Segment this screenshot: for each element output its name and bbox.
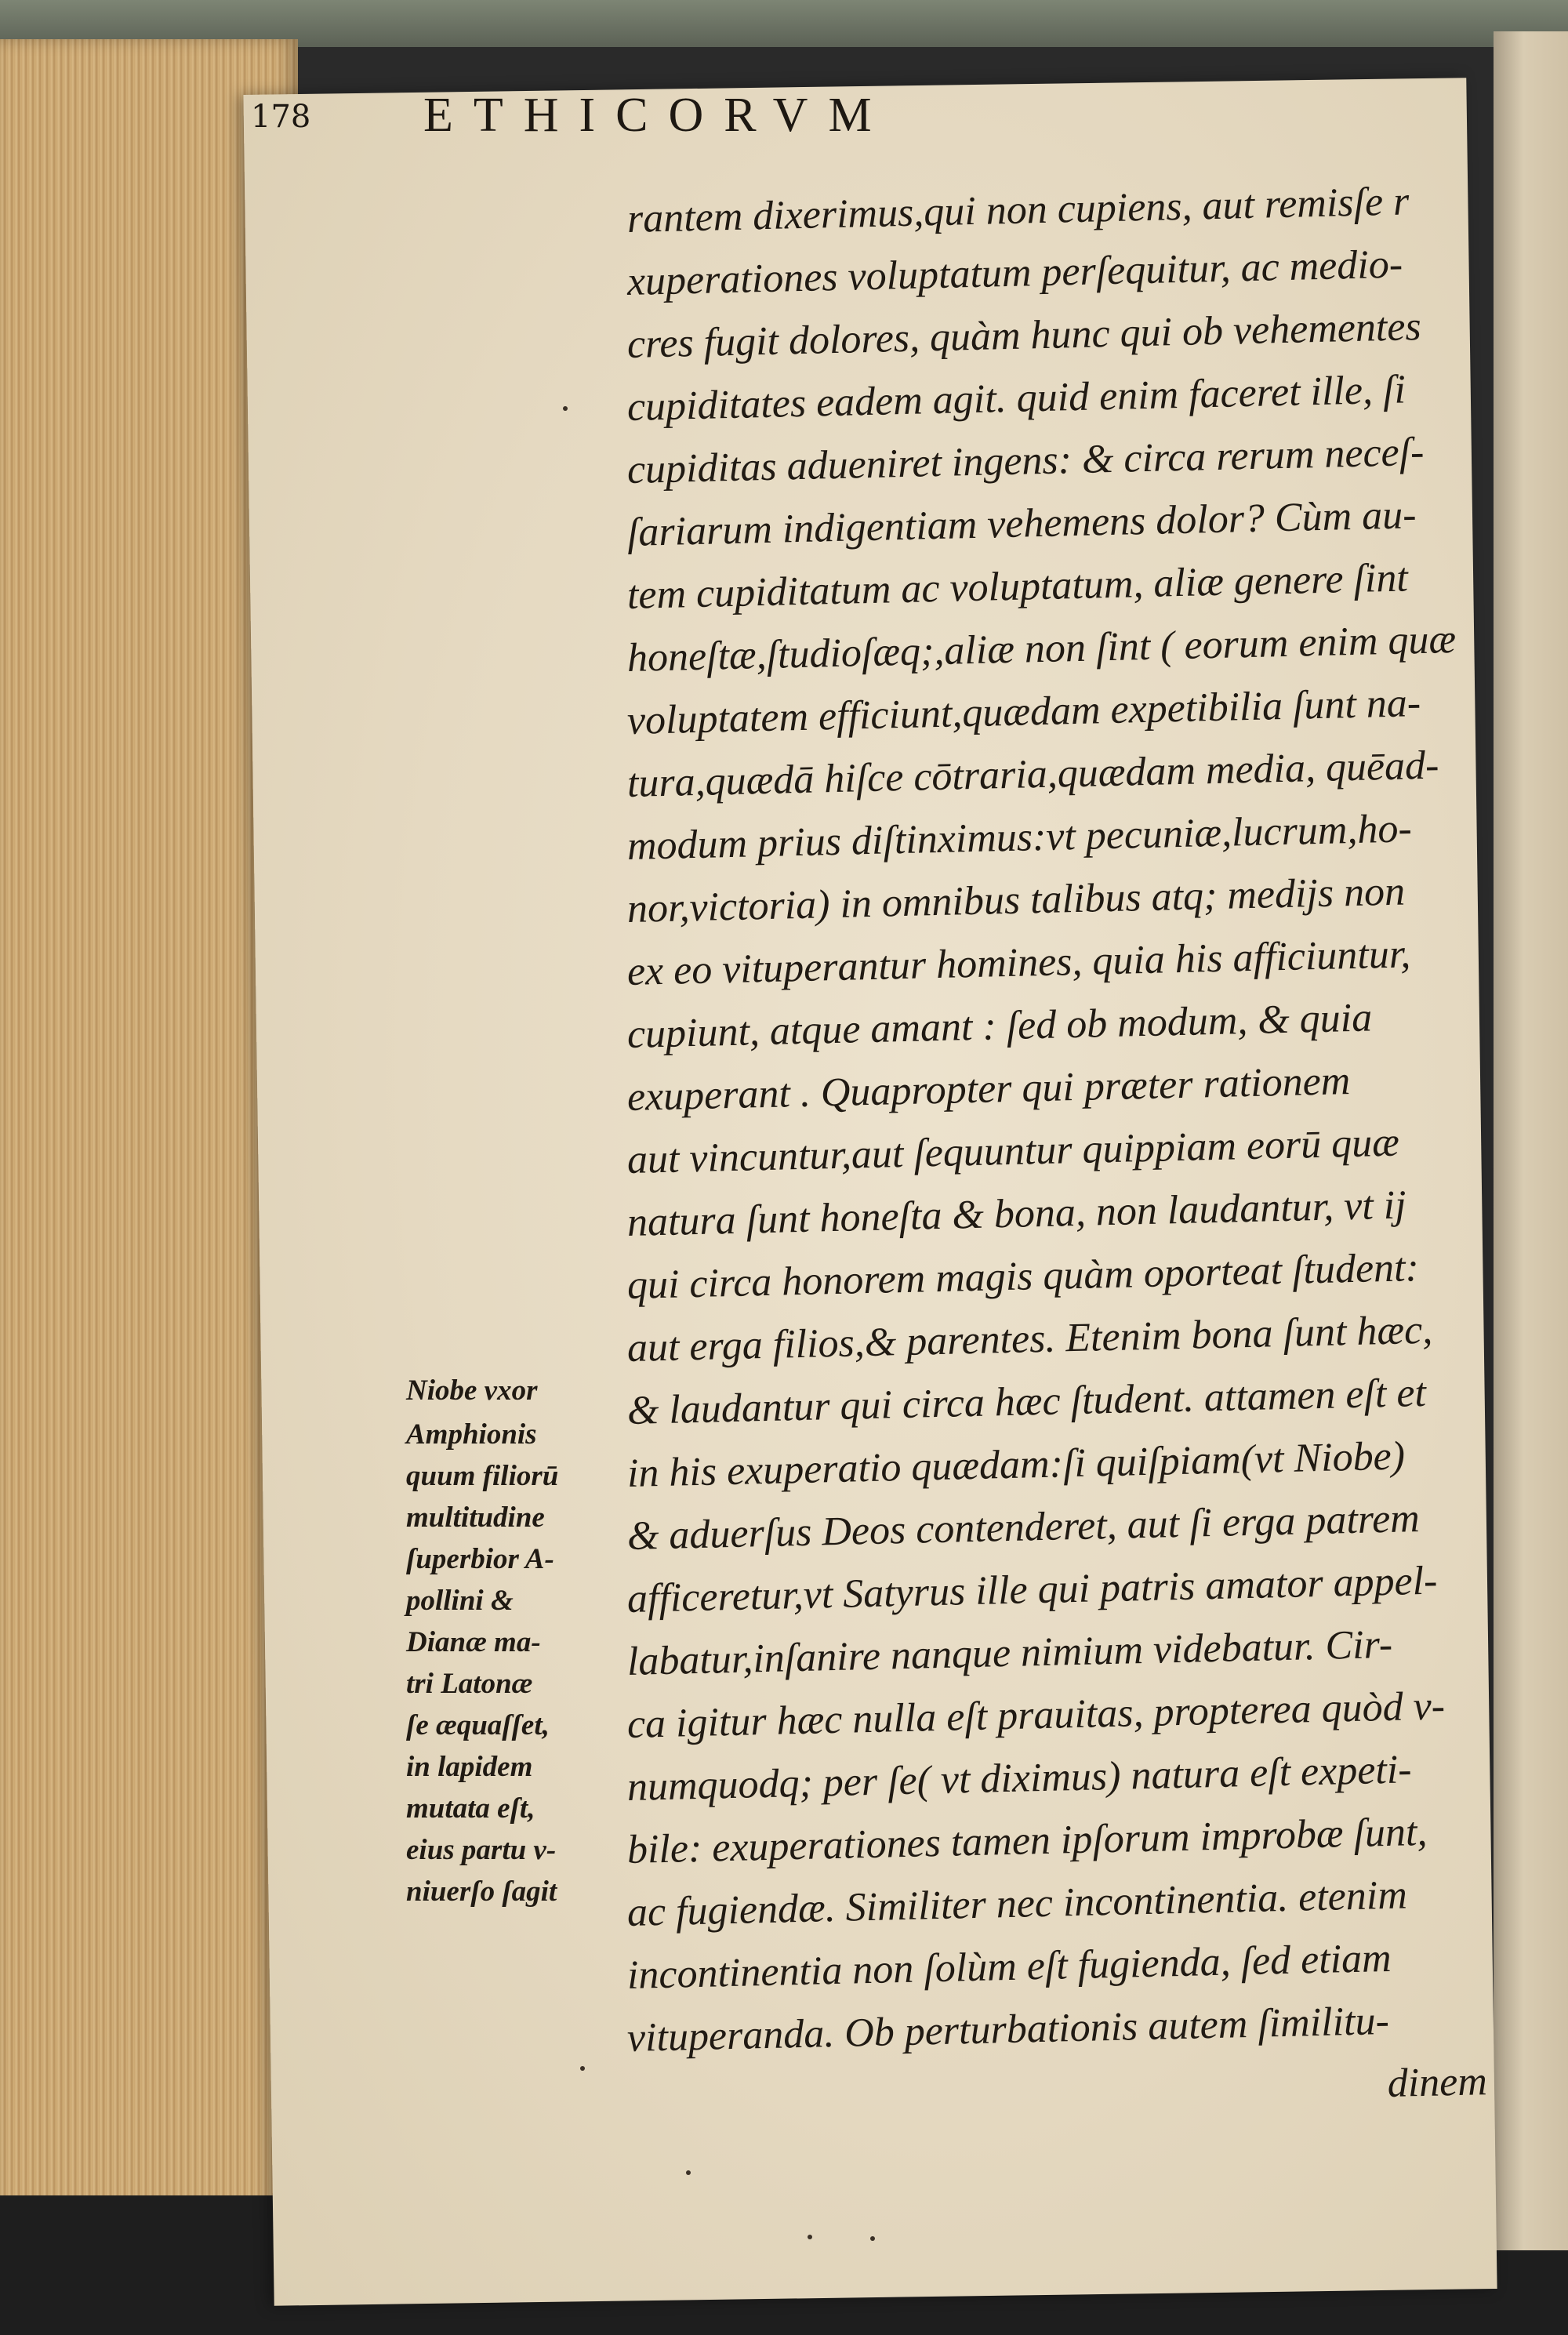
text-line: afficeretur,vt Satyrus ille qui patris amator appel- (626, 1558, 1439, 1621)
marginal-line: Niobe vxor (406, 1374, 538, 1407)
page-number: 178 (251, 99, 311, 135)
marginal-line: tri Latonæ (406, 1668, 533, 1700)
text-line: aut vincuntur,aut ſequuntur quippiam eorū quæ (626, 1120, 1400, 1182)
text-line: ca igitur hæc nulla eſt prauitas, propterea quòd v- (626, 1683, 1446, 1747)
marginal-line: mutata eſt, (406, 1792, 535, 1825)
marginal-note (406, 1368, 602, 1912)
marginal-line: pollini & (406, 1585, 514, 1617)
text-line: ac fugiendæ. Similiter nec incontinentia. etenim (626, 1872, 1408, 1935)
marginal-line: multitudine (406, 1502, 545, 1534)
marginal-line: quum filiorū (406, 1460, 559, 1492)
text-line: in his exuperatio quædam:ſi quiſpiam(vt Niobe) (626, 1433, 1406, 1496)
text-line: rantem dixerimus,qui non cupiens, aut remisſe r (626, 179, 1410, 241)
text-line: ex eo vituperantur homines, quia his afficiuntur, (626, 931, 1411, 994)
text-line: labatur,inſanire nanque nimium videbatur. Cir- (626, 1621, 1393, 1684)
text-line: cres fugit dolores, quàm hunc qui ob vehementes (626, 304, 1422, 367)
running-head: ETHICORVM (423, 89, 892, 142)
paper-speck (580, 2066, 585, 2071)
text-line: & aduerſus Deos contenderet, aut ſi erga patrem (626, 1496, 1421, 1559)
text-line: modum prius diſtinximus:vt pecuniæ,lucrum,ho- (626, 806, 1413, 869)
text-line: cupiunt, atque amant : ſed ob modum, & quia (626, 995, 1373, 1057)
text-line: voluptatem efficiunt,quædam expetibilia ſunt na- (626, 681, 1421, 743)
text-line: vituperanda. Ob perturbationis autem ſimilitu- (626, 1998, 1390, 2061)
paper-speck (808, 2235, 812, 2239)
text-line: xuperationes voluptatum perſequitur, ac medio- (626, 241, 1403, 304)
text-line: ſariarum indigentiam vehemens dolor? Cùm au- (626, 492, 1417, 555)
text-line: honeſtæ,ſtudioſæq;,aliæ non ſint ( eorum enim quæ (626, 617, 1457, 681)
marginal-line: Amphionis (406, 1418, 537, 1451)
marginal-line: ſe æquaſſet, (406, 1709, 550, 1741)
paper-speck (563, 406, 568, 411)
text-line: nor,victoria) in omnibus talibus atq; medijs non (626, 869, 1406, 931)
text-line: aut erga filios,& parentes. Etenim bona ſunt hæc, (626, 1307, 1433, 1371)
text-line: & laudantur qui circa hæc ſtudent. attamen eſt et (626, 1370, 1427, 1433)
text-line: dinem (1387, 2059, 1488, 2106)
text-line: tura,quædā hiſce cōtraria,quædam media, quēad- (626, 743, 1439, 806)
text-line: incontinentia non ſolùm eſt fugienda, ſed etiam (626, 1935, 1392, 1998)
marginal-line: ſuperbior A- (406, 1543, 554, 1575)
paper-speck (870, 2236, 875, 2241)
text-line: bile: exuperationes tamen ipſorum improbæ ſunt, (626, 1809, 1428, 1872)
marginal-line: in lapidem (406, 1751, 533, 1783)
text-line: qui circa honorem magis quàm oporteat ſtudent: (626, 1245, 1420, 1308)
text-line: numquodq; per ſe( vt diximus) natura eſt expeti- (626, 1747, 1413, 1810)
paper-speck (686, 2170, 691, 2175)
text-line: cupiditas adueniret ingens: & circa rerum neceſ- (626, 429, 1425, 492)
text-line: exuperant . Quapropter qui præter rationem (626, 1059, 1351, 1120)
main-text-column (626, 179, 1505, 2133)
marginal-line: Dianæ ma- (406, 1626, 541, 1658)
text-line: cupiditates eadem agit. quid enim faceret ille, ſi (626, 367, 1406, 430)
marginal-line: eius partu v- (406, 1834, 557, 1866)
marginal-line: niuerſo ſagit (406, 1876, 557, 1908)
text-line: tem cupiditatum ac voluptatum, aliæ genere ſint (626, 555, 1409, 618)
text-line: natura ſunt honeſta & bona, non laudantur, vt ij (626, 1182, 1407, 1245)
